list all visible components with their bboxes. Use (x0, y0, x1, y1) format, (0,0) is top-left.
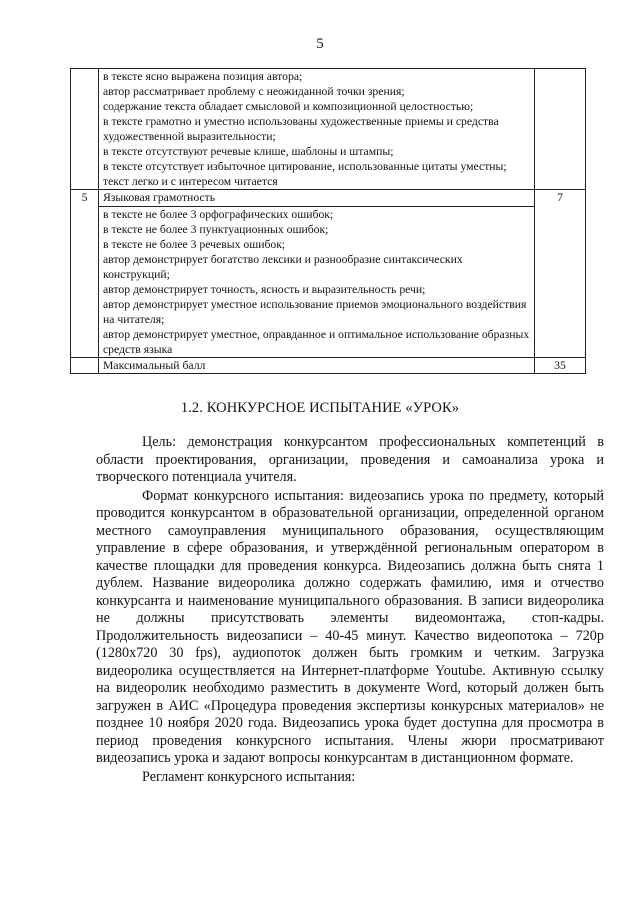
criterion-number: 5 (71, 190, 99, 358)
indicator-item: в тексте не более 3 речевых ошибок; (103, 238, 286, 251)
table-row-continuation (71, 69, 586, 190)
criterion-number-cell (71, 69, 99, 190)
table-row-criterion-5 (71, 190, 586, 358)
paragraph-goal: Цель: демонстрация конкурсантом профессиональных компетенций в области проектирования, организации, проведения и самоанализа урока и творческого потенциала учителя. (96, 434, 604, 485)
indicator-item: содержание текста обладает смысловой и композиционной целостностью; (103, 100, 474, 113)
indicator-item: автор демонстрирует богатство лексики и разнообразие синтаксических конструкций; (103, 253, 463, 281)
paragraph-reglament: Регламент конкурсного испытания: (142, 768, 356, 785)
indicator-item: в тексте отсутствуют речевые клише, шаблоны и штампы; (103, 145, 394, 158)
indicator-item: автор демонстрирует уместное, оправданное и оптимальное использование образных средств языка (103, 328, 530, 356)
indicator-item: автор демонстрирует уместное использование приемов эмоционального воздействия на читателя; (103, 298, 527, 326)
criterion-title: Языковая грамотность (103, 191, 216, 204)
criterion-points-cell (535, 69, 586, 190)
criteria-table (70, 68, 586, 374)
indicator-item: в тексте не более 3 пунктуационных ошибок; (103, 223, 329, 236)
section-heading: 1.2. КОНКУРСНОЕ ИСПЫТАНИЕ «УРОК» (180, 400, 460, 416)
paragraph-format: Формат конкурсного испытания: видеозапись урока по предмету, который проводится конкурсантом в образовательной организации, определенной органом местного самоуправления муниципального образования, осуществляющим управление в сфере образования, и утверждённой региональным оператором в качестве площадки для проведения конкурса. Видеозапись должна быть снята 1 дублем. Название видеоролика должно содержать фамилию, имя и отчество конкурсанта и наименование муниципального образования. В записи видеоролика не должны присутствовать элементы видеомонтажа, стоп-кадры. Продолжительность видеозаписи – 40-45 минут. Качество видеопотока – 720p (1280x720 30 fps), аудиопоток должен быть громким и четким. Загрузка видеоролика осуществляется на Интернет-платформе Youtube. Активную ссылку на видеоролик необходимо разместить в документе Word, который должен быть загружен в АИС «Процедура проведения экспертизы конкурсных материалов» не позднее 10 ноября 2020 года. Видеозапись урока будет доступна для просмотра в период проведения конкурсного испытания. Члены жюри просматривают видеозапись урока и задают вопросы конкурсантам в дистанционном формате. (96, 487, 604, 766)
indicator-item: в тексте не более 3 орфографических ошибок; (103, 208, 334, 221)
max-score-points: 35 (535, 358, 586, 374)
indicator-item: в тексте ясно выражена позиция автора; (103, 70, 303, 83)
indicator-item: автор демонстрирует точность, ясность и выразительность речи; (103, 283, 426, 296)
indicator-item: автор рассматривает проблему с неожиданной точки зрения; (103, 85, 405, 98)
indicator-list (99, 206, 534, 357)
max-score-number-cell (71, 358, 99, 374)
criterion-description-cell (99, 69, 535, 190)
indicator-item: текст легко и с интересом читается (103, 175, 278, 188)
indicator-item: в тексте грамотно и уместно использованы художественные приемы и средства художественной выразительности; (103, 115, 499, 143)
table-row-max-score (71, 358, 586, 374)
body-text (96, 434, 604, 787)
page-number: 5 (316, 36, 324, 52)
indicator-item: в тексте отсутствует избыточное цитирование, использованные цитаты уместны; (103, 160, 507, 173)
criterion-points: 7 (535, 190, 586, 358)
max-score-label: Максимальный балл (99, 358, 535, 374)
criterion-description-cell (99, 190, 535, 358)
